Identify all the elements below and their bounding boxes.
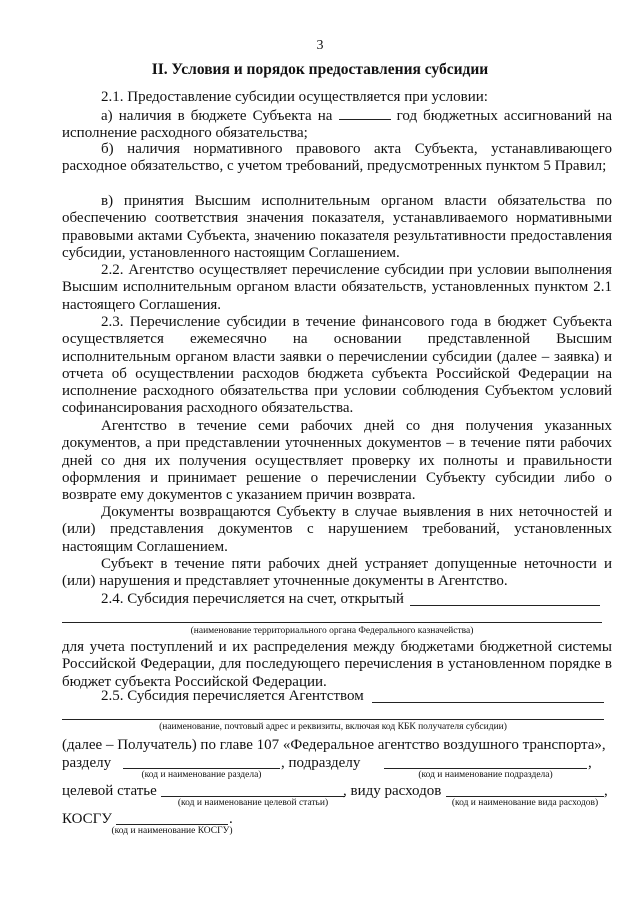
clause-2-3: 2.3. Перечисление субсидии в течение финансового года в бюджет Субъекта осуществляется ежемесячно на основании представленной Высшим исполнительным органом власти заявки о перечислении субсидии (далее – заявка) и отчета об осуществлении расходов бюджета субъекта Российской Федерации на исполнение расходного обязательства при условии соблюдения Субъектом условий софинансирования расходного обязательства. [62, 314, 612, 417]
podrazdel-comma: , [588, 755, 592, 771]
podrazdel-label: , подразделу [281, 755, 361, 771]
podrazdel-blank-line [384, 768, 587, 769]
year-blank [339, 107, 391, 120]
agency-review-paragraph: Агентство в течение семи рабочих дней со дня получения указанных документов, а при представлении уточненных документов – в течение пяти рабочих дней со дня их получения осуществляет проверку их полноты и правильности оформления и принимает решение о перечислении Субъекту субсидии либо о возврате ему документов с указанием причин возврата. [62, 418, 612, 504]
vid-comma: , [604, 783, 608, 799]
recipient-caption: (наименование, почтовый адрес и реквизиты, включая код КБК получателя субсидии) [159, 722, 507, 732]
documents-return-paragraph: Документы возвращаются Субъекту в случае выявления в них неточностей и (или) представления документов с нарушением требований, установленных настоящим Соглашением. [62, 504, 612, 555]
vid-caption: (код и наименование вида расходов) [451, 798, 599, 808]
agency-blank-line [372, 702, 604, 703]
clause-2-4: 2.4. Субсидия перечисляется на счет, открытый [101, 591, 404, 607]
kosgu-caption: (код и наименование КОСГУ) [111, 826, 233, 836]
recipient-chapter-line: (далее – Получатель) по главе 107 «Федеральное агентство воздушного транспорта», [62, 737, 606, 753]
celevaya-label: целевой статье [62, 783, 157, 799]
clause-2-1: 2.1. Предоставление субсидии осуществляется при условии: [101, 89, 488, 105]
kosgu-label: КОСГУ [62, 811, 112, 827]
clause-2-2: 2.2. Агентство осуществляет перечисление субсидии при условии выполнения Высшим исполнительным органом власти обязательств, установленных пунктом 2.1 настоящего Соглашения. [62, 262, 612, 313]
kosgu-period: . [229, 811, 233, 827]
page-number: 3 [316, 38, 324, 53]
clause-2-1-c: в) принятия Высшим исполнительным органом власти обязательства по обеспечению соответствия значения показателя, устанавливаемого нормативными правовыми актами Субъекта, значению показателя результативности предоставления субсидии, установленного настоящим Соглашением. [62, 193, 612, 261]
celevaya-caption: (код и наименование целевой статьи) [177, 798, 329, 808]
account-blank-line [410, 605, 600, 606]
celevaya-blank-line [161, 796, 345, 797]
recipient-blank-line [62, 719, 604, 720]
treasury-caption: (наименование территориального органа Федерального казначейства) [190, 626, 474, 636]
kosgu-blank-line [116, 824, 228, 825]
clause-2-5: 2.5. Субсидия перечисляется Агентством [101, 688, 364, 704]
treasury-blank-line [62, 622, 602, 623]
razdel-caption: (код и наименование раздела) [141, 770, 262, 780]
vid-blank-line [446, 796, 604, 797]
accounting-paragraph: для учета поступлений и их распределения между бюджетами бюджетной системы Российской Федерации, для последующего перечисления в установленном порядке в бюджет субъекта Российской Федерации. [62, 639, 612, 690]
vid-label: , виду расходов [343, 783, 442, 799]
section-title: II. Условия и порядок предоставления субсидии [151, 61, 489, 78]
clause-2-1-a: а) наличия в бюджете Субъекта на год бюджетных ассигнований на исполнение расходного обязательства; [62, 108, 612, 142]
clause-2-1-b: б) наличия нормативного правового акта Субъекта, устанавливающего расходное обязательство, с учетом требований, предусмотренных пунктом 5 Правил; [62, 141, 612, 175]
razdel-blank-line [123, 768, 280, 769]
podrazdel-caption: (код и наименование подраздела) [418, 770, 553, 780]
razdel-label: разделу [62, 755, 112, 771]
subject-correction-paragraph: Субъект в течение пяти рабочих дней устраняет допущенные неточности и (или) нарушения и представляет уточненные документы в Агентство. [62, 556, 612, 590]
